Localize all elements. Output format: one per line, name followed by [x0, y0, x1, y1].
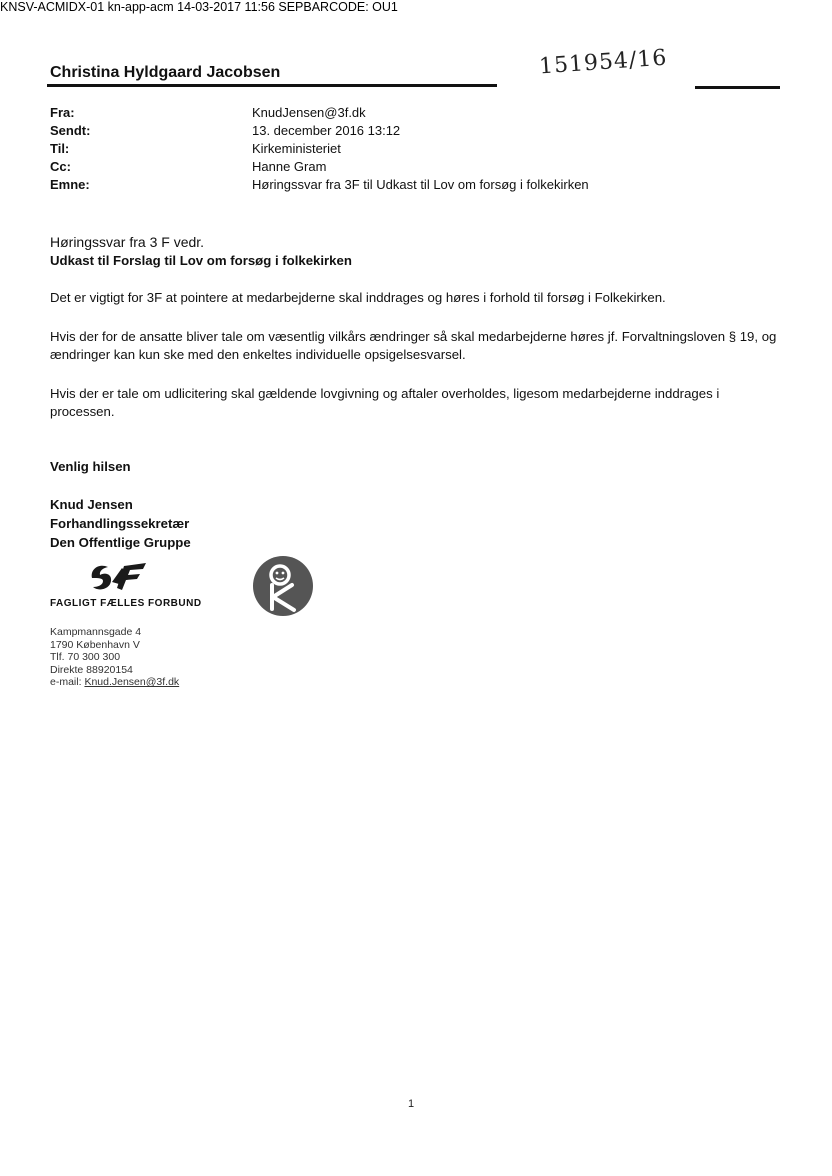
document-stamp-header: KNSV-ACMIDX-01 kn-app-acm 14-03-2017 11:56 SEPBARCODE: OU1 [0, 0, 398, 14]
address-street: Kampmannsgade 4 [50, 626, 142, 638]
body-paragraph: Hvis der for de ansatte bliver tale om væsentlig vilkårs ændringer så skal medarbejderne høres jf. Forvaltningsloven § 19, og ændringer kan kun ske med den enkeltes individuelle opsigelsesvarsel. [50, 329, 777, 362]
ok-badge-icon [252, 555, 314, 622]
closing-greeting: Venlig hilsen [50, 459, 131, 474]
header-label: Sendt: [50, 123, 91, 138]
address-direct-phone: Direkte 88920154 [50, 663, 133, 676]
header-row-cc [50, 159, 750, 177]
mailbox-owner-name: Christina Hyldgaard Jacobsen [50, 64, 281, 81]
header-label: Til: [50, 141, 70, 156]
body-paragraph: Det er vigtigt for 3F at pointere at medarbejderne skal inddrages og høres i forhold til forsøg i Folkekirken. [50, 290, 666, 305]
header-row-sent [50, 123, 750, 141]
email-label: e-mail: [50, 676, 82, 688]
signature-name: Knud Jensen [50, 497, 133, 512]
signature-title: Forhandlingssekretær [50, 516, 190, 531]
header-value-sender: KnudJensen@3f.dk [252, 105, 366, 120]
address-email-line [50, 676, 179, 689]
address-phone: Tlf. 70 300 300 [50, 651, 121, 663]
header-value-date: 13. december 2016 13:12 [252, 123, 401, 138]
signature-department: Den Offentlige Gruppe [50, 535, 191, 550]
address-city: 1790 København V [50, 638, 140, 651]
body-intro-line: Høringssvar fra 3 F vedr. [50, 234, 205, 250]
header-value-recipient: Kirkeministeriet [252, 141, 341, 156]
header-label: Cc: [50, 159, 71, 174]
body-subject-line: Udkast til Forslag til Lov om forsøg i folkekirken [50, 253, 352, 268]
header-label: Fra: [50, 105, 75, 120]
org-caption: FAGLIGT FÆLLES FORBUND [50, 598, 202, 609]
email-link[interactable]: Knud.Jensen@3f.dk [84, 676, 180, 688]
body-paragraph: Hvis der er tale om udlicitering skal gældende lovgivning og aftaler overholdes, ligesom medarbejderne inddrages i processen. [50, 386, 720, 419]
title-rule-right [695, 86, 780, 89]
header-value-subject: Høringssvar fra 3F til Udkast til Lov om forsøg i folkekirken [252, 177, 589, 192]
3f-logo-icon [86, 560, 148, 599]
header-row-from [50, 105, 750, 123]
header-row-subject [50, 177, 750, 195]
handwritten-case-number: 151954/16 [538, 45, 669, 80]
title-rule [47, 84, 497, 87]
header-label: Emne: [50, 177, 90, 192]
header-value-cc: Hanne Gram [252, 159, 327, 174]
header-row-to [50, 141, 750, 159]
page-number: 1 [408, 1098, 415, 1110]
address-block [50, 626, 179, 689]
